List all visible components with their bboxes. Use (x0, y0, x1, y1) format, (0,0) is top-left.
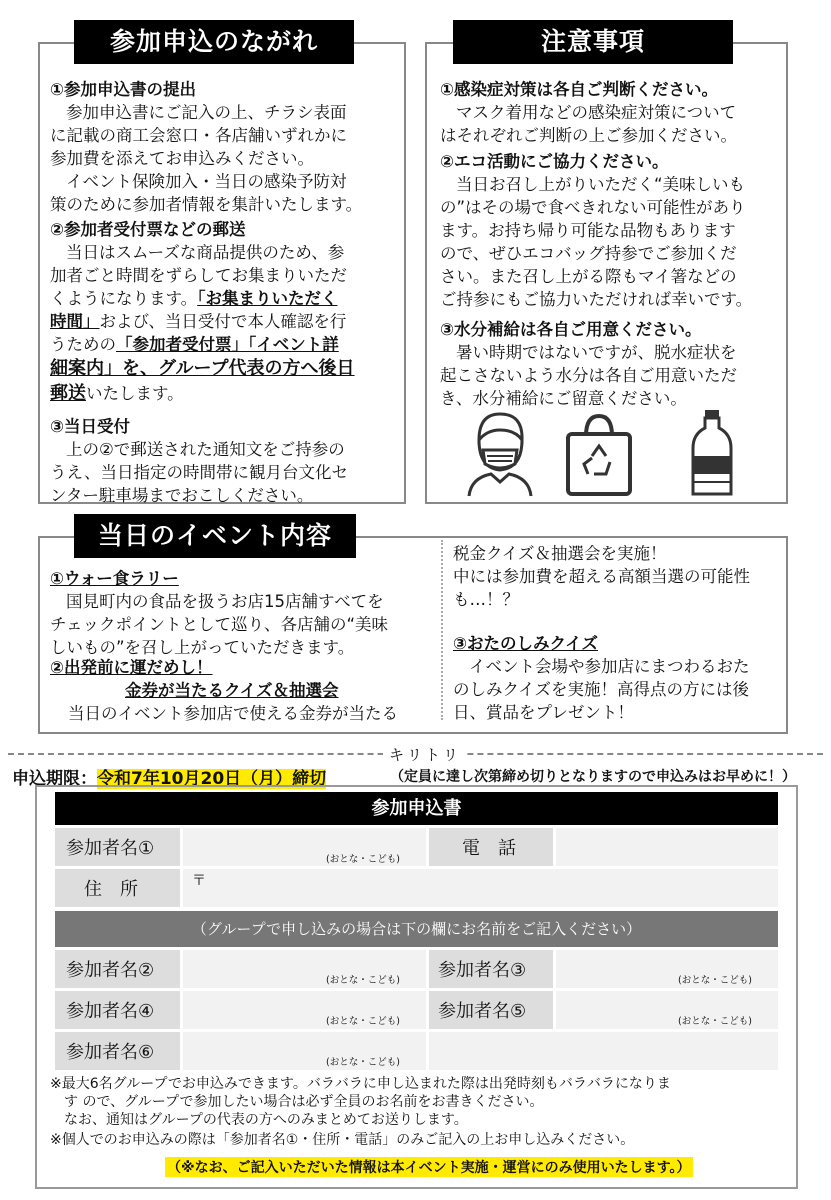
notice-item-1-heading: ①感染症対策は各自ご判断ください。 (440, 80, 718, 99)
text-line: うえ、当日指定の時間帯に観月台文化セ (50, 463, 348, 482)
notice-item-1 (440, 78, 785, 147)
form-title: 参加申込書 (55, 792, 778, 825)
emphasis-text: 時間」 (50, 312, 100, 331)
footnote-1: ※最大6名グループでお申込みできます。バラバラに申し込まれた際は出発時刻もバラバラになりま (50, 1076, 671, 1092)
text-line: に記載の商工会窓口・各店舗いずれかに (50, 126, 347, 145)
text-span: および、当日受付で本人確認を行 (99, 312, 347, 331)
deadline-label: 申込期限： (12, 769, 97, 789)
phone-field[interactable] (556, 828, 778, 866)
text-span: くようになります。 (50, 289, 198, 308)
event-item-2 (50, 656, 440, 725)
column-divider (441, 540, 443, 720)
flow-step-2-heading: ②参加者受付票などの郵送 (50, 220, 246, 239)
empty-cell (429, 1032, 778, 1070)
text-line (50, 333, 402, 356)
notice-icons (465, 408, 765, 498)
participant-4-label: 参加者名④ (66, 1001, 155, 1022)
text-line (50, 381, 402, 406)
notice-item-3 (440, 318, 785, 410)
text-line: 加者ごと時間をずらしてお集まりいただ (50, 266, 347, 285)
text-span: うための (50, 335, 116, 354)
text-line: のしみクイズを実施！高得点の方には後 (453, 680, 750, 699)
event-item-2-cont (453, 542, 788, 611)
text-line: 上の②で郵送された通知文をご持参の (66, 440, 345, 459)
text-line: ンター駐車場までおこしください。 (50, 486, 314, 505)
text-line: はそれぞれご判断の上ご参加ください。 (440, 126, 737, 145)
text-line: の”はその場で食べきれない可能性があり (440, 198, 746, 217)
phone-label: 電 話 (462, 838, 516, 859)
participant-2-label: 参加者名② (66, 960, 155, 981)
text-line: イベント保険加入・当日の感染予防対 (66, 172, 347, 191)
text-line: 当日のイベント参加店で使える金券が当たる (68, 704, 398, 723)
text-line: 国見町内の食品を扱うお店15店舗すべてを (66, 592, 384, 611)
flow-step-1-heading: ①参加申込書の提出 (50, 80, 196, 99)
flow-step-3 (50, 415, 402, 507)
participant-2-age-option: (おとな・こども) (326, 975, 400, 986)
event-item-1 (50, 567, 440, 659)
flow-step-3-heading: ③当日受付 (50, 417, 130, 436)
text-line: き、水分補給にご留意ください。 (440, 389, 687, 408)
footnote-2: す ので、グループで参加したい場合は必ず全員のお名前をお書きください。 (50, 1094, 544, 1110)
application-flow-title: 参加申込のながれ (74, 20, 354, 64)
text-line: チェックポイントとして巡り、各店舗の“美味 (50, 615, 389, 634)
text-line: 参加費を添えてお申込みください。 (50, 149, 314, 168)
participant-1-age-option: (おとな・こども) (326, 854, 400, 865)
flow-step-1 (50, 78, 402, 216)
water-bottle-icon (687, 408, 737, 498)
text-line: さい。また召し上がる際もマイ箸などの (440, 267, 737, 286)
eco-bag-icon (562, 408, 637, 498)
event-item-3 (453, 632, 788, 724)
participant-6-age-option: (おとな・こども) (326, 1057, 400, 1068)
notice-item-2-heading: ②エコ活動にご協力ください。 (440, 152, 669, 171)
emphasis-text: 「お集まりいただく (197, 289, 338, 308)
deadline-value: 令和7年10月20日（月）締切 (97, 769, 327, 789)
participant-5-age-option: (おとな・こども) (678, 1016, 752, 1027)
postal-mark: 〒 (192, 873, 206, 889)
participant-6-label: 参加者名⑥ (66, 1042, 155, 1063)
text-line: 当日はスムーズな商品提供のため、参 (66, 243, 345, 262)
mask-person-icon (465, 408, 535, 498)
text-line (50, 310, 402, 333)
text-line: 策のために参加者情報を集計いたします。 (50, 195, 363, 214)
event-item-2-heading: ②出発前に運だめし！ (50, 658, 213, 677)
emphasis-text: 細案内」を、グループ代表の方へ後日 (50, 358, 355, 379)
event-item-2-subheading: 金券が当たるクイズ＆抽選会 (125, 681, 339, 700)
text-line: 当日お召し上がりいただく“美味しいも (456, 175, 746, 194)
footnote-3: なお、通知はグループの代表の方へのみまとめてお送りします。 (50, 1112, 468, 1128)
group-note-band: （グループで申し込みの場合は下の欄にお名前をご記入ください） (55, 911, 778, 947)
text-line: ご持参にもご協力いただければ幸いです。 (440, 290, 753, 309)
participant-1-label: 参加者名① (66, 838, 155, 859)
participant-4-age-option: (おとな・こども) (326, 1016, 400, 1027)
event-title: 当日のイベント内容 (74, 514, 356, 558)
text-line: マスク着用などの感染症対策について (456, 103, 737, 122)
notice-title: 注意事項 (453, 20, 733, 64)
flow-step-2 (50, 218, 402, 406)
address-field[interactable] (183, 869, 778, 907)
text-line: 中には参加費を超える高額当選の可能性 (453, 567, 750, 586)
emphasis-text: 郵送 (50, 383, 86, 404)
text-line: 暑い時期ではないですが、脱水症状を (456, 343, 737, 362)
cut-label: キリトリ (383, 744, 467, 765)
text-line: しいもの”を召し上がっていただきます。 (50, 638, 355, 657)
privacy-note: （※なお、ご記入いただいた情報は本イベント実施・運営にのみ使用いたします。） (165, 1157, 693, 1177)
text-line: イベント会場や参加店にまつわるおた (469, 657, 750, 676)
text-line: ます。お持ち帰り可能な品物もあります (440, 221, 736, 240)
text-line: ので、ぜひエコバッグ持参でご参加くだ (440, 244, 737, 263)
participant-5-label: 参加者名⑤ (438, 1001, 527, 1022)
event-item-3-heading: ③おたのしみクイズ (453, 634, 598, 653)
address-label: 住 所 (84, 879, 138, 900)
footnote-4: ※個人でのお申込みの際は「参加者名①・住所・電話」のみご記入の上お申し込みください。 (50, 1132, 635, 1148)
event-item-1-heading: ①ウォー食ラリー (50, 569, 179, 588)
text-line (50, 287, 402, 310)
text-line: 日、賞品をプレゼント！ (453, 703, 634, 722)
text-line: 起こさないよう水分は各自ご用意いただ (440, 366, 737, 385)
participant-3-label: 参加者名③ (438, 960, 527, 981)
text-line: 税金クイズ＆抽選会を実施！ (453, 544, 667, 563)
notice-item-3-heading: ③水分補給は各自ご用意ください。 (440, 320, 702, 339)
emphasis-text: 「参加者受付票」「イベント詳 (116, 335, 339, 354)
text-line: 参加申込書にご記入の上、チラシ表面 (66, 103, 347, 122)
text-span: いたします。 (86, 384, 184, 403)
participant-3-age-option: (おとな・こども) (678, 975, 752, 986)
notice-item-2 (440, 150, 785, 311)
deadline-note: （定員に達し次第締め切りとなりますので申込みはお早めに！） (390, 769, 796, 785)
text-line: も…！？ (453, 590, 519, 609)
